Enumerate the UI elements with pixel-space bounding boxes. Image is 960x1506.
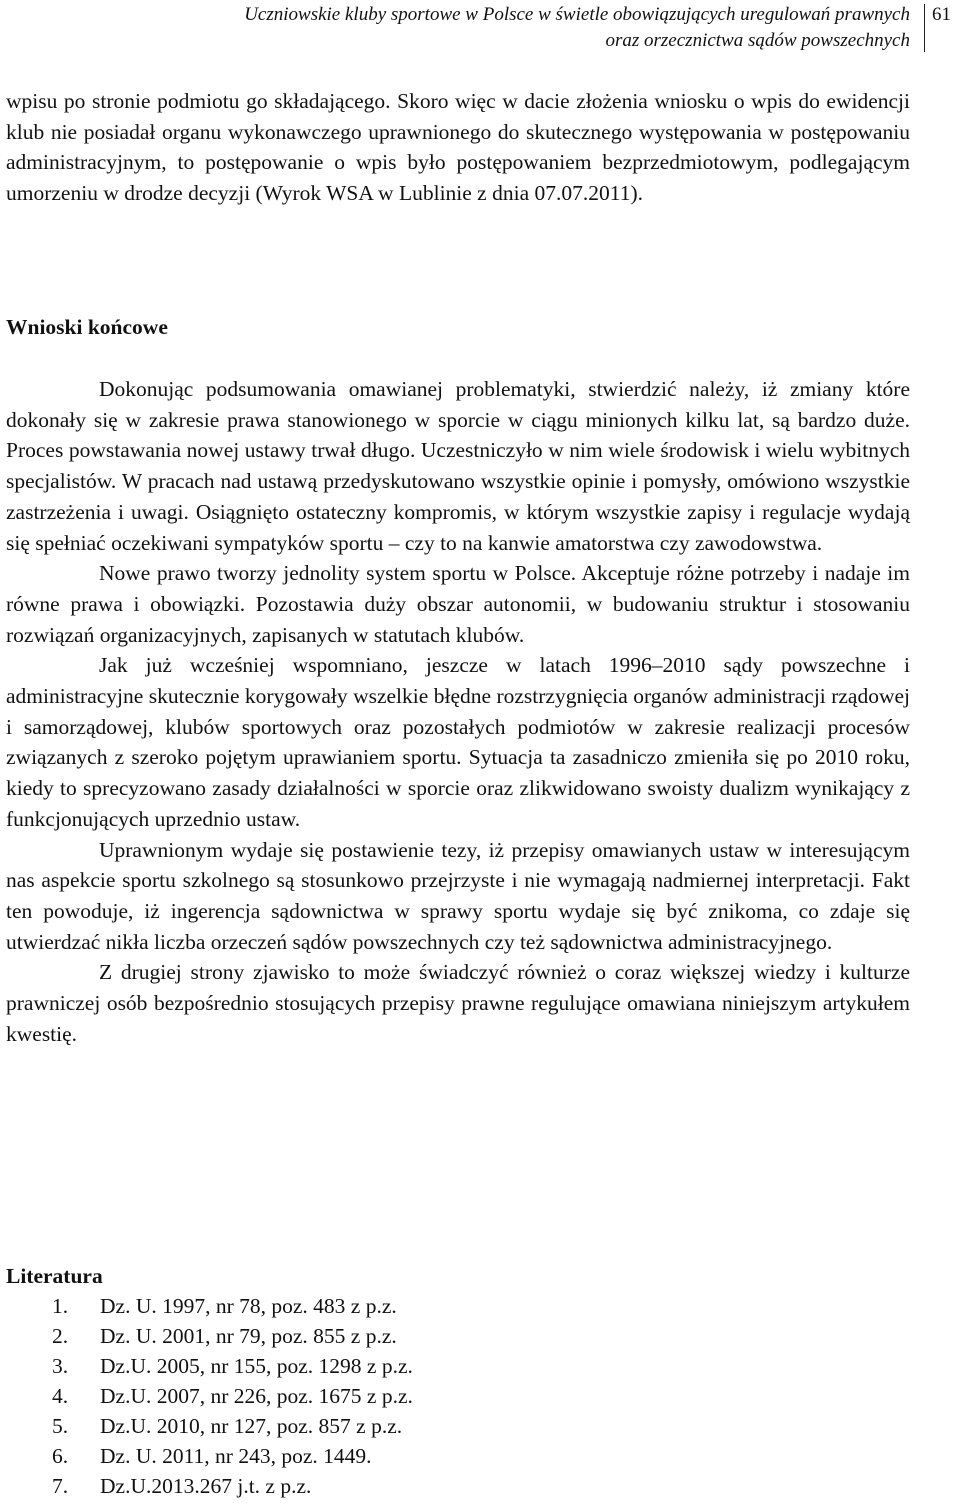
page-number: 61 (932, 4, 951, 25)
literature-item: 3. Dz.U. 2005, nr 155, poz. 1298 z p.z. (52, 1354, 413, 1378)
conclusions-text-block (6, 374, 910, 1049)
literature-item: 1. Dz. U. 1997, nr 78, poz. 483 z p.z. (52, 1294, 397, 1318)
conclusions-paragraph-1: Dokonując podsumowania omawianej problematyki, stwierdzić należy, iż zmiany które dokonały się w zakresie prawa stanowionego w sporcie w ciągu minionych kilku lat, są bardzo duże. Proces powstawania nowej ustawy trwał długo. Uczestniczyło w nim wiele środowisk i wielu wybitnych specjalistów. W pracach nad ustawą przedyskutowano wszystkie opinie i pomysły, omówiono wszystkie zastrzeżenia i uwagi. Osiągnięto ostateczny kompromis, w którym wszystkie zapisy i regulacje wydają się spełniać oczekiwani sympatyków sportu – czy to na kanwie amatorstwa czy zawodowstwa. (6, 377, 910, 555)
intro-paragraph: wpisu po stronie podmiotu go składającego. Skoro więc w dacie złożenia wniosku o wpis do ewidencji klub nie posiadał organu wykonawczego uprawnionego do skutecznego występowania w postępowaniu administracyjnym, to postępowanie o wpis było postępowaniem bezprzedmiotowym, podlegającym umorzeniu w drodze decyzji (Wyrok WSA w Lublinie z dnia 07.07.2011). (6, 89, 910, 206)
literature-item: 2. Dz. U. 2001, nr 79, poz. 855 z p.z. (52, 1324, 397, 1348)
intro-text-block (6, 86, 910, 209)
literature-list (52, 1291, 413, 1501)
running-header (150, 2, 910, 54)
running-title-line-1: Uczniowskie kluby sportowe w Polsce w świetle obowiązujących uregulowań prawnych (244, 4, 910, 25)
literature-heading: Literatura (6, 1264, 103, 1288)
literature-item: 6. Dz. U. 2011, nr 243, poz. 1449. (52, 1444, 372, 1468)
conclusions-paragraph-3: Jak już wcześniej wspomniano, jeszcze w latach 1996–2010 sądy powszechne i administracyjne skutecznie korygowały wszelkie błędne rozstrzygnięcia organów administracji rządowej i samorządowej, klubów sportowych oraz pozostałych podmiotów w zakresie realizacji procesów związanych z szeroko pojętym uprawianiem sportu. Sytuacja ta zasadniczo zmieniła się po 2010 roku, kiedy to sprecyzowano zasady działalności w sporcie oraz zlikwidowano swoisty dualizm wynikający z funkcjonujących uprzednio ustaw. (6, 653, 910, 831)
literature-item: 5. Dz.U. 2010, nr 127, poz. 857 z p.z. (52, 1414, 403, 1438)
conclusions-paragraph-2: Nowe prawo tworzy jednolity system sportu w Polsce. Akceptuje różne potrzeby i nadaje im równe prawa i obowiązki. Pozostawia duży obszar autonomii, w budowaniu struktur i stosowaniu rozwiązań organizacyjnych, zapisanych w statutach klubów. (6, 561, 910, 647)
running-title-line-2: oraz orzecznictwa sądów powszechnych (605, 30, 910, 51)
header-divider (924, 4, 925, 52)
literature-item: 4. Dz.U. 2007, nr 226, poz. 1675 z p.z. (52, 1384, 413, 1408)
conclusions-paragraph-5: Z drugiej strony zjawisko to może świadczyć również o coraz większej wiedzy i kulturze prawniczej osób bezpośrednio stosujących przepisy prawne regulujące omawiana niniejszym artykułem kwestię. (6, 960, 910, 1046)
literature-item: 7. Dz.U.2013.267 j.t. z p.z. (52, 1474, 312, 1498)
conclusions-paragraph-4: Uprawnionym wydaje się postawienie tezy, iż przepisy omawianych ustaw w interesującym nas aspekcie sportu szkolnego są stosunkowo przejrzyste i nie wymagają nadmiernej interpretacji. Fakt ten powoduje, iż ingerencja sądownictwa w sprawy sportu wydaje się być znikoma, co zdaje się utwierdzać nikła liczba orzeczeń sądów powszechnych czy też sądownictwa administracyjnego. (6, 837, 910, 954)
section-heading: Wnioski końcowe (6, 315, 168, 339)
